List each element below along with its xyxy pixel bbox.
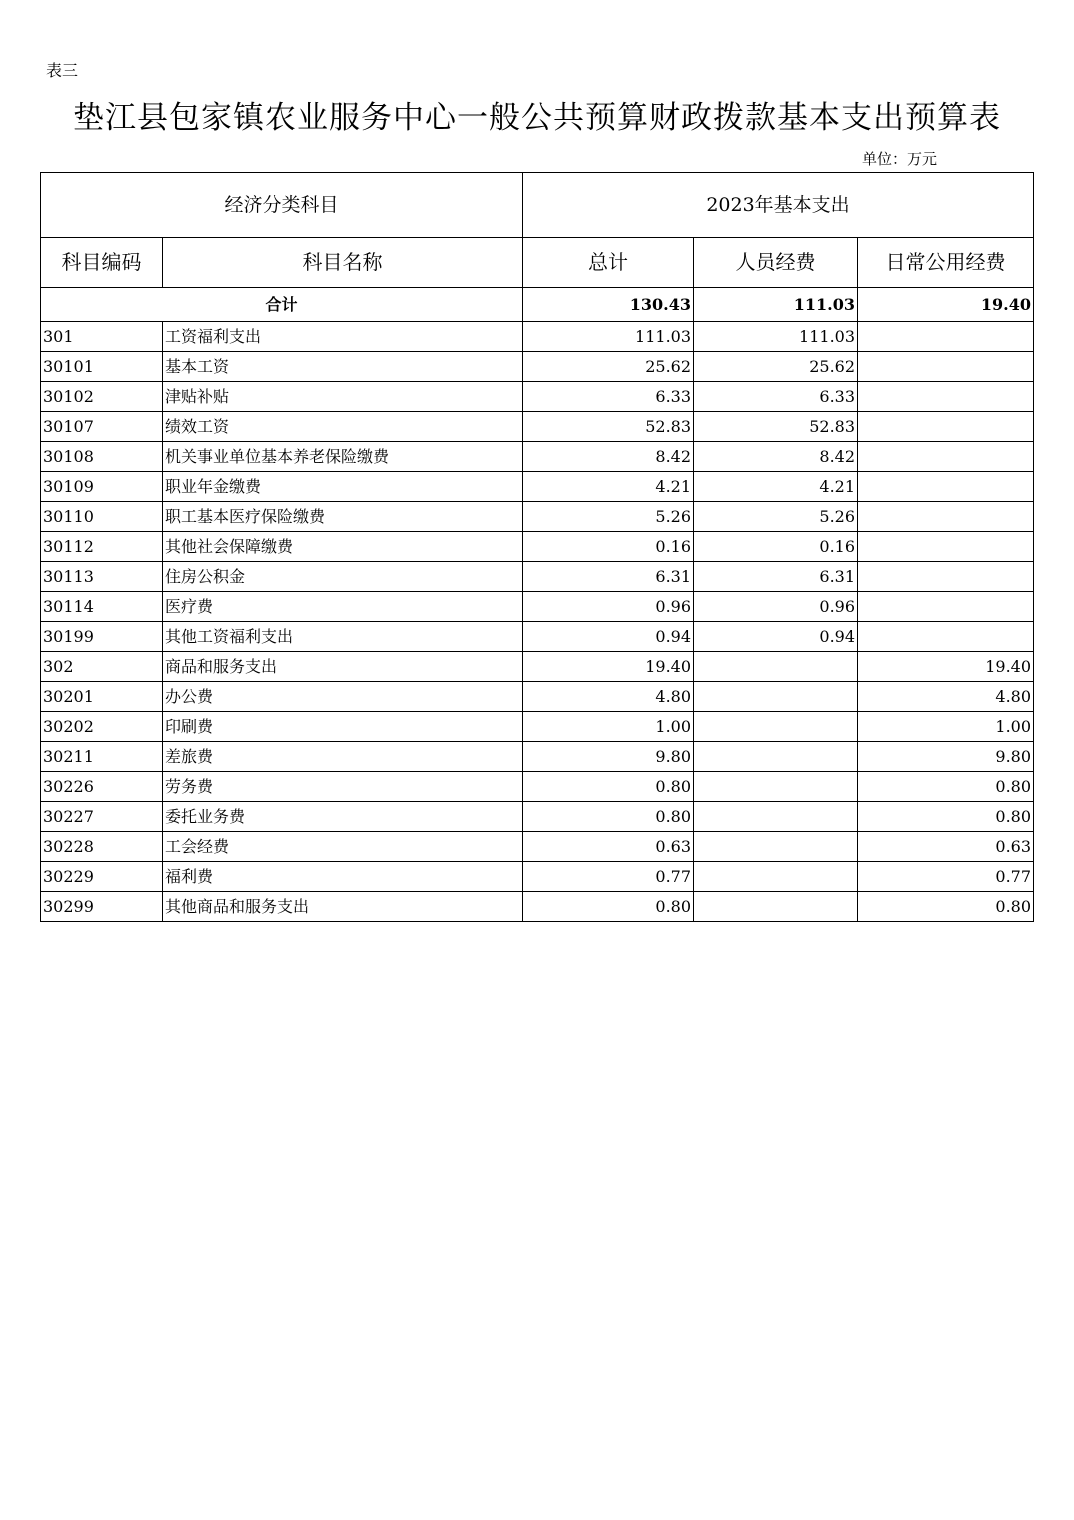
row-name: 其他商品和服务支出 bbox=[163, 892, 523, 922]
row-personnel: 6.33 bbox=[694, 382, 858, 412]
row-total: 0.80 bbox=[523, 772, 694, 802]
row-personnel bbox=[694, 862, 858, 892]
row-total: 1.00 bbox=[523, 712, 694, 742]
row-public bbox=[858, 562, 1034, 592]
row-name: 职工基本医疗保险缴费 bbox=[163, 502, 523, 532]
row-public bbox=[858, 472, 1034, 502]
row-personnel bbox=[694, 832, 858, 862]
row-public: 4.80 bbox=[858, 682, 1034, 712]
row-name: 机关事业单位基本养老保险缴费 bbox=[163, 442, 523, 472]
row-personnel bbox=[694, 652, 858, 682]
row-personnel: 6.31 bbox=[694, 562, 858, 592]
header-total: 总计 bbox=[523, 238, 694, 288]
row-personnel: 0.16 bbox=[694, 532, 858, 562]
row-public bbox=[858, 532, 1034, 562]
row-personnel: 4.21 bbox=[694, 472, 858, 502]
header-economic-classification: 经济分类科目 bbox=[41, 173, 523, 238]
row-name: 工会经费 bbox=[163, 832, 523, 862]
row-code: 30101 bbox=[41, 352, 163, 382]
table-row bbox=[41, 832, 1034, 862]
total-public: 19.40 bbox=[858, 288, 1034, 322]
table-row bbox=[41, 352, 1034, 382]
row-code: 30202 bbox=[41, 712, 163, 742]
row-code: 30201 bbox=[41, 682, 163, 712]
table-row bbox=[41, 802, 1034, 832]
row-total: 4.21 bbox=[523, 472, 694, 502]
total-label: 合计 bbox=[41, 288, 523, 322]
row-code: 301 bbox=[41, 322, 163, 352]
row-public: 9.80 bbox=[858, 742, 1034, 772]
row-name: 劳务费 bbox=[163, 772, 523, 802]
row-total: 0.16 bbox=[523, 532, 694, 562]
row-personnel: 111.03 bbox=[694, 322, 858, 352]
table-row bbox=[41, 592, 1034, 622]
row-code: 30107 bbox=[41, 412, 163, 442]
row-code: 30112 bbox=[41, 532, 163, 562]
row-total: 19.40 bbox=[523, 652, 694, 682]
row-name: 绩效工资 bbox=[163, 412, 523, 442]
row-code: 30108 bbox=[41, 442, 163, 472]
row-public bbox=[858, 592, 1034, 622]
row-personnel: 8.42 bbox=[694, 442, 858, 472]
row-public bbox=[858, 442, 1034, 472]
row-personnel: 52.83 bbox=[694, 412, 858, 442]
row-total: 111.03 bbox=[523, 322, 694, 352]
table-row bbox=[41, 892, 1034, 922]
header-personnel: 人员经费 bbox=[694, 238, 858, 288]
row-public: 0.77 bbox=[858, 862, 1034, 892]
row-code: 30110 bbox=[41, 502, 163, 532]
header-name: 科目名称 bbox=[163, 238, 523, 288]
row-total: 0.80 bbox=[523, 892, 694, 922]
row-code: 30199 bbox=[41, 622, 163, 652]
row-name: 商品和服务支出 bbox=[163, 652, 523, 682]
page-title: 垫江县包家镇农业服务中心一般公共预算财政拨款基本支出预算表 bbox=[73, 100, 1001, 136]
row-name: 委托业务费 bbox=[163, 802, 523, 832]
row-public bbox=[858, 412, 1034, 442]
row-name: 基本工资 bbox=[163, 352, 523, 382]
row-name: 职业年金缴费 bbox=[163, 472, 523, 502]
header-basic-expenditure: 2023年基本支出 bbox=[523, 173, 1034, 238]
row-total: 9.80 bbox=[523, 742, 694, 772]
row-public bbox=[858, 322, 1034, 352]
row-code: 30226 bbox=[41, 772, 163, 802]
row-public bbox=[858, 502, 1034, 532]
row-name: 津贴补贴 bbox=[163, 382, 523, 412]
row-personnel: 0.94 bbox=[694, 622, 858, 652]
row-code: 30211 bbox=[41, 742, 163, 772]
row-name: 福利费 bbox=[163, 862, 523, 892]
row-total: 0.77 bbox=[523, 862, 694, 892]
row-total: 5.26 bbox=[523, 502, 694, 532]
header-code: 科目编码 bbox=[41, 238, 163, 288]
row-name: 办公费 bbox=[163, 682, 523, 712]
row-total: 6.31 bbox=[523, 562, 694, 592]
header-group-row bbox=[41, 173, 1034, 238]
row-public bbox=[858, 382, 1034, 412]
table-row bbox=[41, 622, 1034, 652]
row-name: 其他社会保障缴费 bbox=[163, 532, 523, 562]
total-total: 130.43 bbox=[523, 288, 694, 322]
total-personnel: 111.03 bbox=[694, 288, 858, 322]
row-personnel bbox=[694, 712, 858, 742]
table-row bbox=[41, 472, 1034, 502]
row-name: 差旅费 bbox=[163, 742, 523, 772]
row-total: 0.80 bbox=[523, 802, 694, 832]
table-row bbox=[41, 742, 1034, 772]
row-public: 1.00 bbox=[858, 712, 1034, 742]
row-total: 8.42 bbox=[523, 442, 694, 472]
row-total: 4.80 bbox=[523, 682, 694, 712]
row-code: 30229 bbox=[41, 862, 163, 892]
row-public: 0.80 bbox=[858, 772, 1034, 802]
row-personnel: 5.26 bbox=[694, 502, 858, 532]
row-code: 30114 bbox=[41, 592, 163, 622]
row-public: 0.63 bbox=[858, 832, 1034, 862]
row-total: 52.83 bbox=[523, 412, 694, 442]
table-row bbox=[41, 862, 1034, 892]
table-row bbox=[41, 772, 1034, 802]
row-personnel bbox=[694, 682, 858, 712]
table-row bbox=[41, 412, 1034, 442]
row-code: 30109 bbox=[41, 472, 163, 502]
row-personnel: 0.96 bbox=[694, 592, 858, 622]
row-public bbox=[858, 352, 1034, 382]
row-total: 0.63 bbox=[523, 832, 694, 862]
row-public bbox=[858, 622, 1034, 652]
total-row bbox=[41, 288, 1034, 322]
table-row bbox=[41, 652, 1034, 682]
row-name: 住房公积金 bbox=[163, 562, 523, 592]
table-row bbox=[41, 502, 1034, 532]
table-number-label: 表三 bbox=[46, 61, 79, 80]
row-public: 0.80 bbox=[858, 892, 1034, 922]
table-row bbox=[41, 322, 1034, 352]
row-total: 25.62 bbox=[523, 352, 694, 382]
row-code: 30102 bbox=[41, 382, 163, 412]
row-code: 302 bbox=[41, 652, 163, 682]
row-code: 30113 bbox=[41, 562, 163, 592]
row-personnel: 25.62 bbox=[694, 352, 858, 382]
row-code: 30228 bbox=[41, 832, 163, 862]
budget-table bbox=[40, 172, 1034, 922]
unit-label: 单位：万元 bbox=[862, 150, 938, 168]
row-total: 0.96 bbox=[523, 592, 694, 622]
row-name: 医疗费 bbox=[163, 592, 523, 622]
table-row bbox=[41, 682, 1034, 712]
table-row bbox=[41, 382, 1034, 412]
row-name: 印刷费 bbox=[163, 712, 523, 742]
row-total: 0.94 bbox=[523, 622, 694, 652]
row-personnel bbox=[694, 772, 858, 802]
row-name: 其他工资福利支出 bbox=[163, 622, 523, 652]
table-row bbox=[41, 712, 1034, 742]
row-personnel bbox=[694, 802, 858, 832]
row-personnel bbox=[694, 892, 858, 922]
row-public: 19.40 bbox=[858, 652, 1034, 682]
table-row bbox=[41, 532, 1034, 562]
row-public: 0.80 bbox=[858, 802, 1034, 832]
table-row bbox=[41, 562, 1034, 592]
row-total: 6.33 bbox=[523, 382, 694, 412]
row-name: 工资福利支出 bbox=[163, 322, 523, 352]
row-code: 30227 bbox=[41, 802, 163, 832]
row-personnel bbox=[694, 742, 858, 772]
table-row bbox=[41, 442, 1034, 472]
header-column-row bbox=[41, 238, 1034, 288]
row-code: 30299 bbox=[41, 892, 163, 922]
header-public: 日常公用经费 bbox=[858, 238, 1034, 288]
